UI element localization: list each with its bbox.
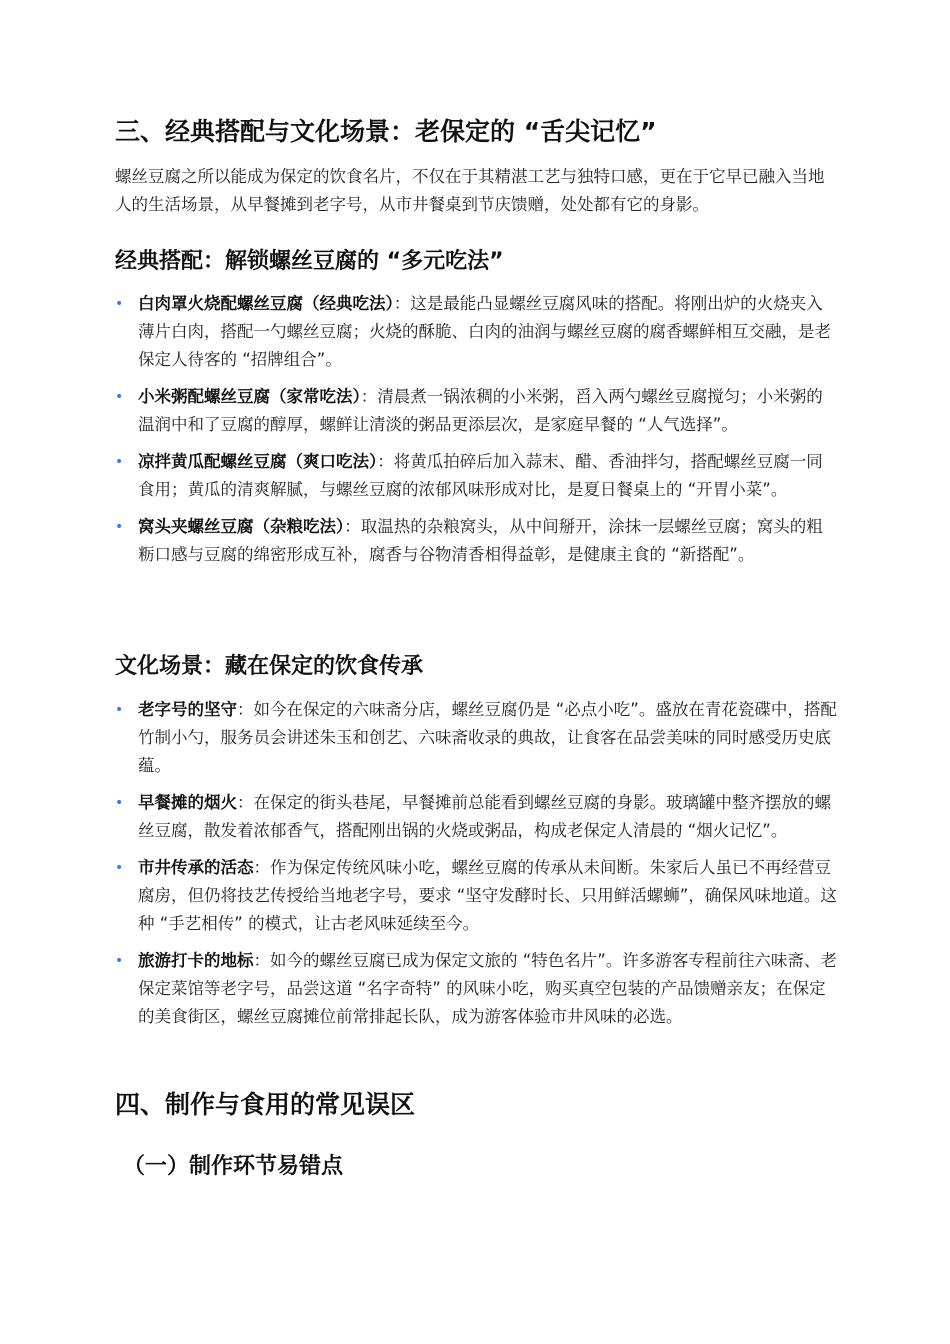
list-item-text: ：如今的螺丝豆腐已成为保定文旅的 “特色名片”。许多游客专程前往六味斋、老保定菜馆等老字号，品尝这道 “名字奇特” 的风味小吃，购买真空包装的产品馈赠亲友；在保定的美食街区，螺丝豆腐摊位前常排起长队，成为游客体验市井风味的必选。 (138, 951, 837, 1026)
section-4-subheading: （一）制作环节易错点 (123, 1154, 344, 1179)
list-item-term: 早餐摊的烟火 (138, 793, 237, 812)
pairings-list (115, 290, 837, 578)
list-item (115, 383, 837, 439)
list-item-text: ：将黄瓜拍碎后加入蒜末、醋、香油拌匀，搭配螺丝豆腐一同食用；黄瓜的清爽解腻，与螺丝豆腐的浓郁风味形成对比，是夏日餐桌上的 “开胃小菜”。 (138, 452, 823, 499)
section-3-heading: 三、经典搭配与文化场景：老保定的 “舌尖记忆” (115, 117, 657, 146)
list-item-term: 凉拌黄瓜配螺丝豆腐（爽口吃法） (138, 452, 378, 471)
list-item (115, 290, 837, 374)
bullet-icon: • (115, 519, 124, 535)
bullet-icon: • (115, 296, 124, 312)
list-item-text: ：作为保定传统风味小吃，螺丝豆腐的传承从未间断。朱家后人虽已不再经营豆腐房，但仍将技艺传授给当地老字号，要求 “坚守发酵时长、只用鲜活螺蛳”，确保风味地道。这种 “手艺相传” 的模式，让古老风味延续至今。 (138, 858, 837, 933)
list-item-text: ：这是最能凸显螺丝豆腐风味的搭配。将刚出炉的火烧夹入薄片白肉，搭配一勺螺丝豆腐；火烧的酥脆、白肉的油润与螺丝豆腐的腐香螺鲜相互交融，是老保定人待客的 “招牌组合”。 (138, 294, 831, 369)
culture-list (115, 696, 837, 1040)
list-item-text: ：在保定的街头巷尾，早餐摊前总能看到螺丝豆腐的身影。玻璃罐中整齐摆放的螺丝豆腐，散发着浓郁香气，搭配刚出锅的火烧或粥品，构成老保定人清晨的 “烟火记忆”。 (138, 793, 831, 840)
list-item-text: ：如今在保定的六味斋分店，螺丝豆腐仍是 “必点小吃”。盛放在青花瓷碟中，搭配竹制小勺，服务员会讲述朱玉和创艺、六味斋收录的典故，让食客在品尝美味的同时感受历史底蕴。 (138, 700, 837, 775)
list-item-text: ：取温热的杂粮窝头，从中间掰开，涂抹一层螺丝豆腐；窝头的粗粝口感与豆腐的绵密形成互补，腐香与谷物清香相得益彰，是健康主食的 “新搭配”。 (138, 517, 823, 564)
section-4-heading: 四、制作与食用的常见误区 (115, 1090, 416, 1119)
bullet-icon: • (115, 795, 124, 811)
list-item (115, 448, 837, 504)
list-item (115, 789, 837, 845)
bullet-icon: • (115, 389, 124, 405)
list-item-term: 旅游打卡的地标 (138, 951, 254, 970)
bullet-icon: • (115, 953, 124, 969)
list-item-term: 小米粥配螺丝豆腐（家常吃法） (138, 387, 361, 406)
bullet-icon: • (115, 454, 124, 470)
list-item-term: 老字号的坚守 (138, 700, 237, 719)
list-item-text: ：清晨煮一锅浓稠的小米粥，舀入两勺螺丝豆腐搅匀；小米粥的温润中和了豆腐的醇厚，螺鲜让清淡的粥品更添层次，是家庭早餐的 “人气选择”。 (138, 387, 823, 434)
list-item-term: 窝头夹螺丝豆腐（杂粮吃法） (138, 517, 345, 536)
list-item (115, 947, 837, 1031)
list-item-term: 市井传承的活态 (138, 858, 254, 877)
list-item-term: 白肉罩火烧配螺丝豆腐（经典吃法） (138, 294, 394, 313)
list-item (115, 513, 837, 569)
bullet-icon: • (115, 860, 124, 876)
section-3-intro: 螺丝豆腐之所以能成为保定的饮食名片，不仅在于其精湛工艺与独特口感，更在于它早已融入当地人的生活场景，从早餐摊到老字号，从市井餐桌到节庆馈赠，处处都有它的身影。 (115, 167, 825, 214)
pairings-heading: 经典搭配：解锁螺丝豆腐的 “多元吃法” (115, 249, 504, 274)
culture-heading: 文化场景：藏在保定的饮食传承 (115, 654, 424, 679)
list-item (115, 696, 837, 780)
bullet-icon: • (115, 702, 124, 718)
list-item (115, 854, 837, 938)
